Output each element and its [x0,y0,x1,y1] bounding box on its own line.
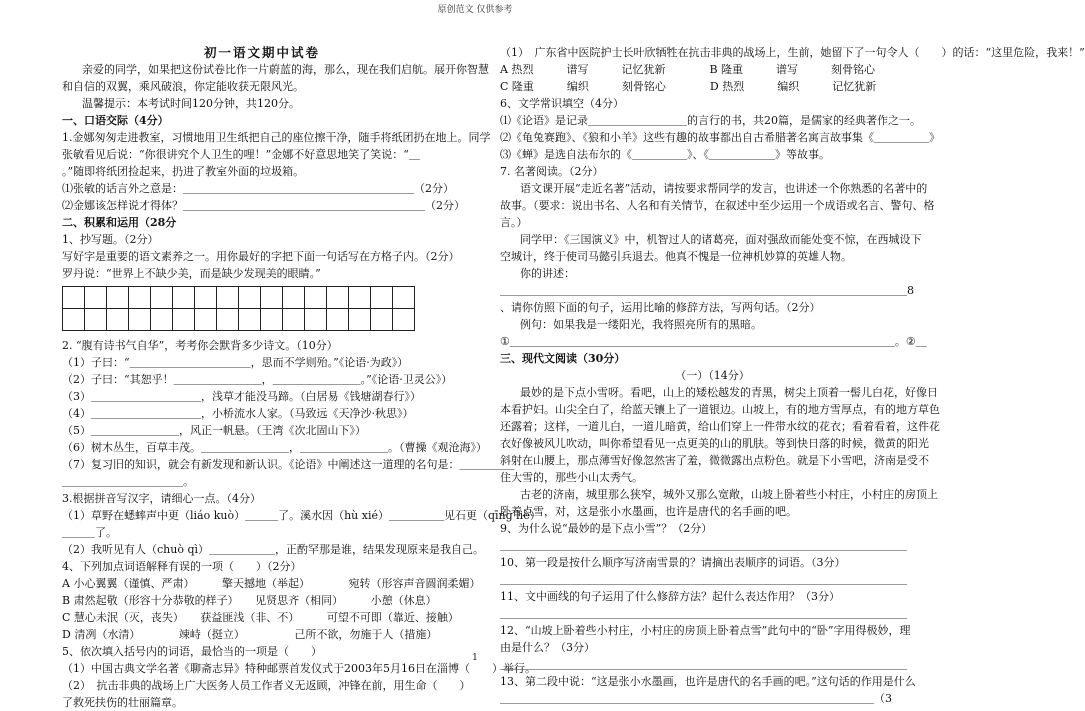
right-line: ⑶《蝉》是选自法布尔的《＿＿＿＿＿》、《＿＿＿＿＿＿》等故事。 [500,148,830,161]
grid-cell[interactable] [239,309,261,331]
right-line: 最妙的是下点小雪呀。看吧，山上的矮松越发的青黑，树尖上顶着一髻儿白花，好像日 [520,386,938,399]
right-line: ①＿＿＿＿＿＿＿＿＿＿＿＿＿＿＿＿＿＿＿＿＿＿＿＿＿＿＿＿＿＿＿＿＿＿＿。②＿ [500,335,927,348]
left-line: 4、下列加点词语解释有误的一项（ ）（2分） [62,560,302,573]
right-line: A 热烈 谱写 记忆犹新 B 隆重 谱写 刻骨铭心 [500,63,876,76]
right-line: 13、第二段中说：“这是张小水墨画，也许是唐代的名手画的吧。”这句话的作用是什么 [500,675,916,688]
right-line: 、请你仿照下面的句子，运用比喻的修辞方法，写两句话。（2分） [500,301,821,314]
grid-cell[interactable] [151,287,173,309]
grid-cell[interactable] [217,309,239,331]
grid-cell[interactable] [173,309,195,331]
left-line: 。”随即将纸团捡起来，扔进了教室外面的垃圾箱。 [62,165,305,178]
grid-cell[interactable] [85,309,107,331]
right-line: 11、文中画线的句子运用了什么修辞方法？起什么表达作用？（3分） [500,590,840,603]
left-line: 罗丹说：“世界上不缺少美，而是缺少发现美的眼睛。” [62,267,321,280]
right-line: ⑵《龟兔赛跑》、《狼和小羊》这些有趣的故事都出自古希腊著名寓言故事集《＿＿＿＿＿》 [500,131,940,144]
left-line: 5、依次填入括号内的词语，最恰当的一项是（ ） [62,645,322,658]
left-line: 1、抄写题。（2分） [62,233,159,246]
right-line: 同学甲：《三国演义》中，机智过人的诸葛亮，面对强敌而能处变不惊，在西城设下 [520,233,922,246]
right-line: 斜射在山腰上，那点薄雪好像忽然害了羞，微微露出点粉色。就是下小雪吧，济南是受不 [500,454,929,467]
right-line: 故事。（要求：说出书名、人名和有关情节，在叙述中至少运用一个成语或名言、警句、格 [500,199,935,212]
right-line: 衣好像被风儿吹动，叫你希望看见一点更美的山的肌肤。等到快日落的时候，微黄的阳光 [500,437,929,450]
grid-cell[interactable] [327,287,349,309]
right-column [500,44,1085,707]
right-line: ＿＿＿＿＿＿＿＿＿＿＿＿＿＿＿＿＿＿＿＿＿＿＿＿＿＿＿＿＿＿＿＿＿＿＿＿＿ [500,539,907,552]
grid-cell[interactable] [327,309,349,331]
right-line: C 隆重 编织 刻骨铭心 D 热烈 编织 记忆犹新 [500,80,877,93]
grid-cell[interactable] [217,287,239,309]
left-column [62,44,541,711]
left-line: ⑴张敏的话言外之意是：＿＿＿＿＿＿＿＿＿＿＿＿＿＿＿＿＿＿＿＿＿（2分） [62,182,454,195]
grid-cell[interactable] [371,309,393,331]
right-line: 12、“山坡上卧着些小村庄，小村庄的房顶上卧着点雪”此句中的“卧”字用得极妙，理 [500,624,911,637]
left-line: D 清冽（水清） 竦峙（挺立） 己所不欲，勿施于人（措施） [62,628,438,641]
left-line: 3.根据拼音写汉字，请细心一点。（4分） [62,492,261,505]
right-line: ＿＿＿＿＿＿＿＿＿＿＿＿＿＿＿＿＿＿＿＿＿＿＿＿＿＿＿＿＿＿＿＿＿＿＿＿＿ [500,573,907,586]
grid-cell[interactable] [85,287,107,309]
right-line: （1） 广东省中医院护士长叶欣牺牲在抗击非典的战场上，生前，她留下了一句令人（ ）的话：“这里危险，我来！” [500,46,1085,59]
right-line: 空城计，终于使司马懿引兵退去。他真不愧是一位神机妙算的英雄人物。 [500,250,852,263]
right-line: ⑴《论语》是记录＿＿＿＿＿＿＿＿＿的言行的书，共20篇，是儒家的经典著作之一。 [500,114,921,127]
left-line: （2）我听见有人（chuò qì）＿＿＿＿＿＿，正酌罕那是谁，结果发现原来是我自己。 [62,543,485,556]
left-line: B 肃然起敬（形容十分恭敬的样子） 见贤思齐（相同） 小憩（休息） [62,594,437,607]
grid-cell[interactable] [283,287,305,309]
grid-cell[interactable] [173,287,195,309]
left-line: （1）子曰：“＿＿＿＿＿＿＿＿＿＿＿，思而不学则殆。”《论语·为政》） [62,356,409,369]
grid-cell[interactable] [107,309,129,331]
right-line: ＿＿＿＿＿＿＿＿＿＿＿＿＿＿＿＿＿＿＿＿＿＿＿＿＿＿＿＿＿＿＿＿＿＿＿＿＿ [500,607,907,620]
grid-cell[interactable] [261,309,283,331]
left-line: 初一语文期中试卷 [203,45,320,60]
left-line: 一、口语交际（4分） [62,114,169,127]
grid-cell[interactable] [349,287,371,309]
grid-cell[interactable] [63,309,85,331]
left-line: （2）子曰：“其恕乎！＿＿＿＿＿＿＿＿，＿＿＿＿＿＿＿＿。”《论语·卫灵公》） [62,373,453,386]
grid-cell[interactable] [239,287,261,309]
grid-cell[interactable] [129,287,151,309]
right-line: 由是什么？（3分） [500,641,595,654]
right-line: 言。） [500,216,528,229]
left-line: （1）草野在蟋蟀声中更（liáo kuò）＿＿＿了。溪水因（hù xié）＿＿＿＿＿见石更（qīng liè） [62,509,541,522]
right-line: 6、文学常识填空（4分） [500,97,624,110]
left-line: A 小心翼翼（谨慎、严肃） 擎天撼地（举起） 宛转（形容声音圆润柔媚） [62,577,481,590]
grid-cell[interactable] [107,287,129,309]
grid-cell[interactable] [195,309,217,331]
grid-cell[interactable] [393,287,415,309]
right-line: 古老的济南，城里那么狭窄，城外又那么宽敞，山坡上卧着些小村庄，小村庄的房顶上 [520,488,938,501]
right-line: ＿＿＿＿＿＿＿＿＿＿＿＿＿＿＿＿＿＿＿＿＿＿＿＿＿＿＿＿＿＿＿＿＿＿＿＿＿ [500,658,907,671]
grid-cell[interactable] [129,309,151,331]
grid-cell[interactable] [393,309,415,331]
left-line: 了救死扶伤的壮丽篇章。 [62,696,183,709]
grid-cell[interactable] [195,287,217,309]
right-line: 10、第一段是按什么顺序写济南雪景的？请摘出表顺序的词语。（3分） [500,556,846,569]
left-line: 1.金娜匆匆走进教室，习惯地用卫生纸把自己的座位擦干净，随手将纸团扔在地上。同学 [62,131,491,144]
left-line: （4）＿＿＿＿＿＿＿＿＿＿，小桥流水人家。（马致远《天净沙·秋思》） [62,407,414,420]
left-line: 写好字是重要的语文素养之一。用你最好的字把下面一句话写在方格子内。（2分） [62,250,460,263]
right-line: （一）（14分） [675,369,750,382]
left-line: 温馨提示：本考试时间120分钟，共120分。 [82,97,300,110]
right-line: 三、现代文阅读（30分） [500,352,626,365]
right-line: ＿＿＿＿＿＿＿＿＿＿＿＿＿＿＿＿＿＿＿＿＿＿＿＿＿＿＿＿＿＿＿＿＿＿（3 [500,692,892,705]
right-line: 例句：如果我是一缕阳光，我将照亮所有的黑暗。 [520,318,762,331]
right-line: 本看护妇。山尖全白了，给蓝天镶上了一道银边。山坡上，有的地方雪厚点，有的地方草色 [500,403,940,416]
left-line: （2） 抗击非典的战场上广大医务人员工作者义无返顾，冲锋在前，用生命（ ） [62,679,471,692]
grid-cell[interactable] [349,309,371,331]
writing-grid[interactable] [62,286,415,331]
grid-cell[interactable] [283,309,305,331]
right-line: 你的讲述： [520,267,575,280]
right-line: 卧着点雪，对，这是张小水墨画，也许是唐代的名手画的吧。 [500,505,797,518]
left-line: 和自信的双翼，乘风破浪，你定能收获无限风光。 [62,80,304,93]
left-line: （7）复习旧的知识，就会有新发现和新认识。《论语》中阐述这一道理的名句是：＿＿＿＿＿ [62,458,515,471]
left-line: （1）中国古典文学名著《聊斋志异》特种邮票首发仪式于2003年5月16日在淄博（ ）举行。 [62,662,536,675]
left-line: C 慧心未泯（灭，丧失） 获益匪浅（非、不） 可望不可即（靠近、接触） [62,611,459,624]
grid-cell[interactable] [151,309,173,331]
grid-cell[interactable] [371,287,393,309]
page-number: 1 [472,653,478,663]
left-line: 亲爱的同学，如果把这份试卷比作一片蔚蓝的海，那么，现在我们启航。展开你智慧 [82,63,489,76]
right-line: 还露着；这样，一道儿白，一道儿暗黄，给山们穿上一件带水纹的花衣；看着看着，这件花 [500,420,940,433]
left-line: 2. “腹有诗书气自华”，考考你会默背多少诗文。（10分） [62,339,338,352]
left-line: ⑵金娜该怎样说才得体？＿＿＿＿＿＿＿＿＿＿＿＿＿＿＿＿＿＿＿＿＿＿（2分） [62,199,465,212]
right-line: 7. 名著阅读。（2分） [500,165,604,178]
left-line: 二、积累和运用（28分 [62,216,177,229]
right-line: ＿＿＿＿＿＿＿＿＿＿＿＿＿＿＿＿＿＿＿＿＿＿＿＿＿＿＿＿＿＿＿＿＿＿＿＿＿8 [500,284,914,297]
left-line: （3）＿＿＿＿＿＿＿＿＿＿，浅草才能没马蹄。（白居易《钱塘湖春行》） [62,390,421,403]
grid-cell[interactable] [261,287,283,309]
right-line: 语文课开展“走近名著”活动，请按要求帮同学的发言，也讲述一个你熟悉的名著中的 [520,182,928,195]
grid-cell[interactable] [305,287,327,309]
left-line: ＿＿＿了。 [62,526,117,539]
left-line: ＿＿＿＿＿＿＿＿＿＿＿。 [62,475,194,488]
grid-cell[interactable] [305,309,327,331]
page-header: 原创范文 仅供参考 [437,5,513,15]
right-line: 9、为什么说“最妙的是下点小雪”？（2分） [500,522,713,535]
left-line: （5）＿＿＿＿＿＿＿＿，风正一帆悬。（王湾《次北固山下》） [62,424,366,437]
right-line: 住大雪的，那些小山太秀气。 [500,471,643,484]
left-line: （6）树木丛生，百草丰茂。＿＿＿＿＿＿＿＿，＿＿＿＿＿＿＿＿。（曹操《观沧海》） [62,441,487,454]
left-line: 张敏看见后说：“你很讲究个人卫生的哩！”金娜不好意思地笑了笑说：“＿ [62,148,420,161]
grid-cell[interactable] [63,287,85,309]
